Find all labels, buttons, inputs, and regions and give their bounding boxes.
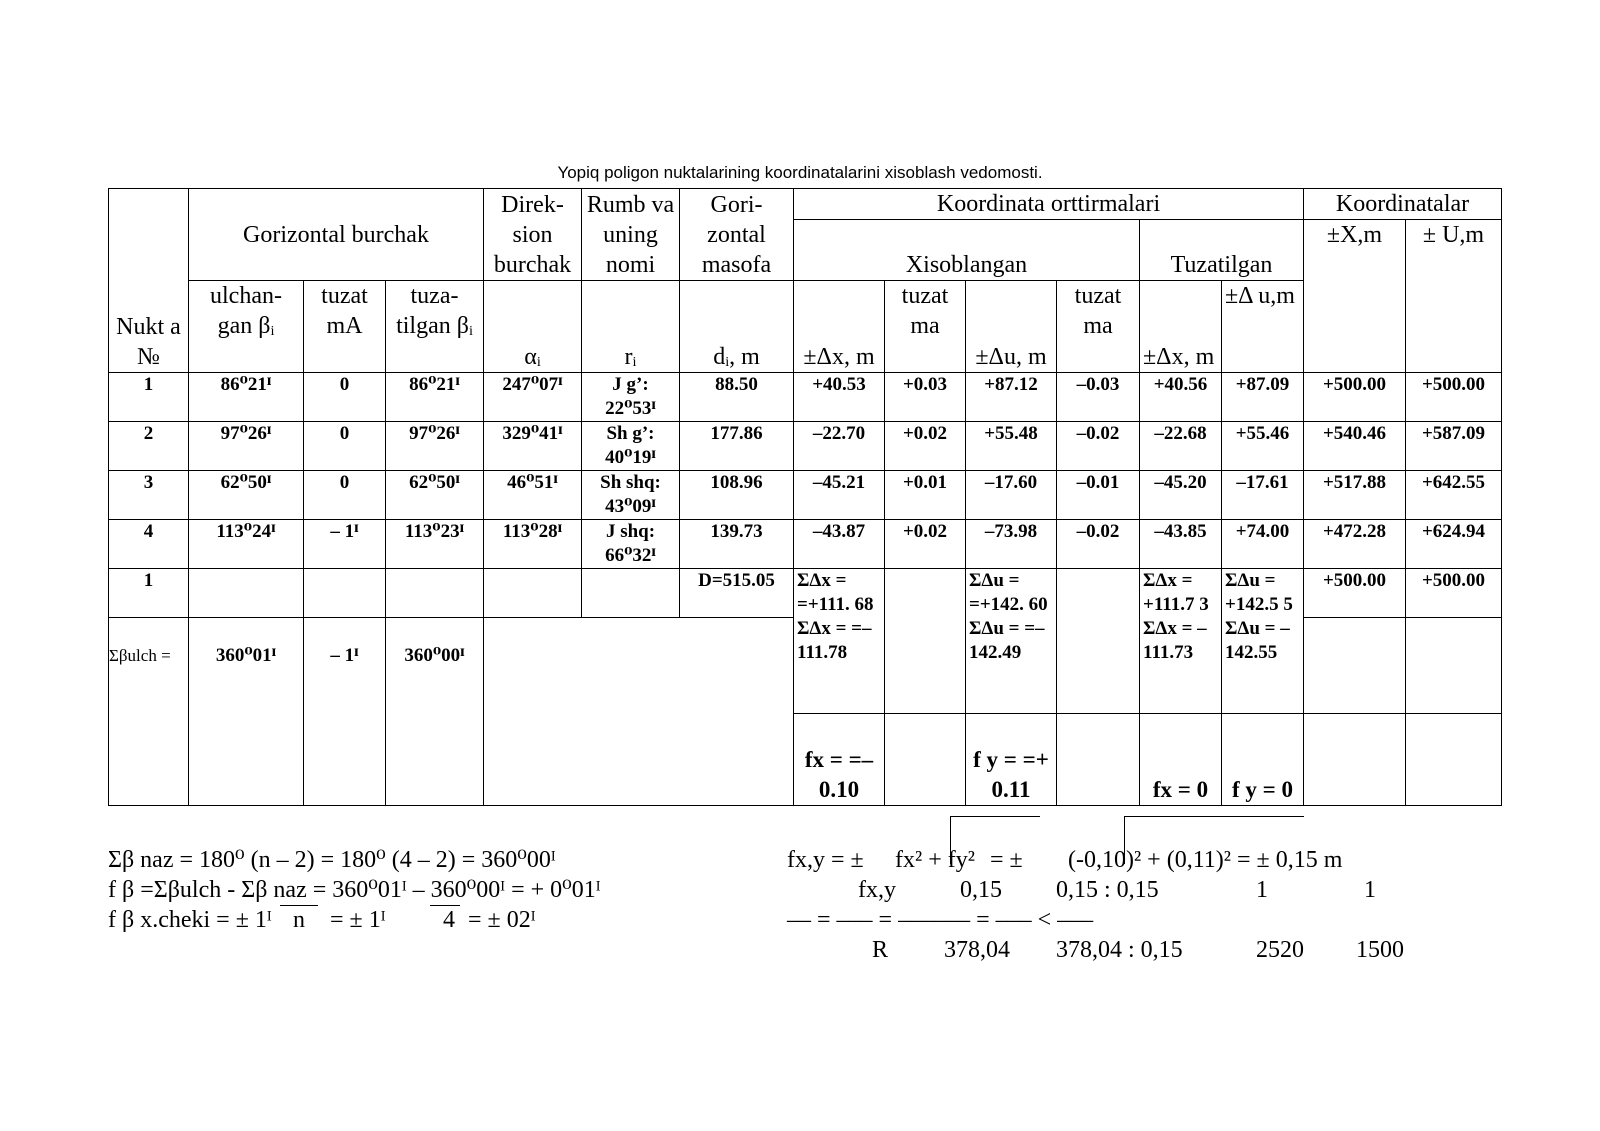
closing-row	[109, 569, 1502, 618]
formula-relative-den-3: 378,04 : 0,15	[1056, 937, 1183, 963]
cell-distance: 139.73	[680, 520, 794, 569]
sum-dx-corrected: ΣΔx = +111.7 3 ΣΔx = – 111.73	[1140, 569, 1222, 714]
cell-u: +500.00	[1406, 569, 1502, 618]
sqrt-bar	[1124, 816, 1304, 817]
cell-distance: 108.96	[680, 471, 794, 520]
table-row	[109, 422, 1502, 471]
header-corrected-incr: Tuzatilgan	[1140, 220, 1304, 281]
cell-dy: –73.98	[966, 520, 1057, 569]
header-dy-comp: ±Δu, m	[966, 281, 1057, 373]
cell-beta: 62⁰50ᴵ	[189, 471, 304, 520]
cell-point: 3	[109, 471, 189, 520]
cell-dy: +87.12	[966, 373, 1057, 422]
formula-relative-den-5: 1500	[1356, 937, 1404, 963]
document-title: Yopiq poligon nuktalarining koordinatalarini xisoblash vedomosti.	[557, 163, 1043, 182]
cell-dy: –17.60	[966, 471, 1057, 520]
header-distance: Gori- zontal masofa	[680, 189, 794, 281]
cell-cx: +0.03	[885, 373, 966, 422]
misclosure-fx-corrected: fx = 0	[1140, 714, 1222, 806]
formula-relative-den-1: R	[872, 937, 889, 963]
sqrt-stroke	[950, 816, 951, 864]
cell-ma: 0	[304, 471, 386, 520]
cell-dy: +55.48	[966, 422, 1057, 471]
cell-cx: +0.02	[885, 520, 966, 569]
formula-sum-theoretical: Σβ naz = 180⁰ (n – 2) = 180⁰ (4 – 2) = 360⁰00ᴵ	[108, 847, 556, 873]
cell-point: 2	[109, 422, 189, 471]
cell-rumb: Sh shq: 43⁰09ᴵ	[582, 471, 680, 520]
cell-cx: +0.02	[885, 422, 966, 471]
cell-beta-corrected: 97⁰26ᴵ	[386, 422, 484, 471]
formula-linear-eq: = ±	[990, 847, 1023, 873]
header-dy-corr: ±Δ u,m	[1222, 281, 1304, 373]
header-tuzat-1: tuzat ma	[885, 281, 966, 373]
header-correction: tuzat mA	[304, 281, 386, 373]
header-computed: Xisoblangan	[794, 220, 1140, 281]
formula-relative-den-4: 2520	[1256, 937, 1304, 963]
formula-allowed-label: f β x.cheki = ± 1ᴵ	[108, 907, 272, 933]
header-direction: Direk- sion burchak	[484, 189, 582, 281]
header-increments: Koordinata orttirmalari	[794, 189, 1304, 220]
cell-point: 1	[109, 373, 189, 422]
cell-dx-corrected: +40.56	[1140, 373, 1222, 422]
header-dx-corr: ±Δx, m	[1140, 281, 1222, 373]
formula-linear-label: fx,y = ±	[787, 847, 864, 873]
cell-distance: 88.50	[680, 373, 794, 422]
table-row	[109, 471, 1502, 520]
sqrt-bar	[950, 816, 1040, 817]
sum-beta-corrected: 360⁰00ᴵ	[386, 618, 484, 806]
header-tuzat-2: tuzat ma	[1057, 281, 1140, 373]
cell-alpha: 329⁰41ᴵ	[484, 422, 582, 471]
cell-dx: –45.21	[794, 471, 885, 520]
header-corrected: tuza- tilgan βᵢ	[386, 281, 484, 373]
formula-allowed-4: 4	[443, 907, 455, 933]
misclosure-fx-computed: fx = =– 0.10	[794, 714, 885, 806]
cell-x: +472.28	[1304, 520, 1406, 569]
cell-alpha: 113⁰28ᴵ	[484, 520, 582, 569]
formula-allowed-mid: = ± 1ᴵ	[330, 907, 386, 933]
cell-distance: 177.86	[680, 422, 794, 471]
cell-ma: 0	[304, 373, 386, 422]
cell-ma: – 1ᴵ	[304, 520, 386, 569]
sum-beta: 360⁰01ᴵ	[189, 618, 304, 806]
cell-x: +540.46	[1304, 422, 1406, 471]
cell-u: +587.09	[1406, 422, 1502, 471]
header-coordinates: Koordinatalar	[1304, 189, 1502, 220]
header-u: ± U,m	[1406, 220, 1502, 373]
misclosure-fy-corrected: f y = 0	[1222, 714, 1304, 806]
cell-point: 4	[109, 520, 189, 569]
misclosure-fy-computed: f y = =+ 0.11	[966, 714, 1057, 806]
cell-dy-corrected: –17.61	[1222, 471, 1304, 520]
cell-cy: –0.03	[1057, 373, 1140, 422]
cell-dx-corrected: –22.68	[1140, 422, 1222, 471]
cell-beta-corrected: 113⁰23ᴵ	[386, 520, 484, 569]
cell-x: +517.88	[1304, 471, 1406, 520]
cell-cx: +0.01	[885, 471, 966, 520]
cell-dy-corrected: +74.00	[1222, 520, 1304, 569]
sqrt-stroke	[1124, 816, 1125, 864]
cell-dx: +40.53	[794, 373, 885, 422]
cell-beta: 113⁰24ᴵ	[189, 520, 304, 569]
formula-relative-num-2: 0,15	[960, 877, 1002, 903]
coordinates-table	[108, 188, 1502, 806]
cell-alpha: 247⁰07ᴵ	[484, 373, 582, 422]
sum-beta-label: Σβulch =	[109, 618, 189, 806]
cell-dx: –43.87	[794, 520, 885, 569]
formula-linear-sqrt: fx² + fy²	[895, 847, 975, 873]
formula-angular-misclosure: f β =Σβulch - Σβ naz = 360⁰01ᴵ – 360⁰00ᴵ = + 0⁰01ᴵ	[108, 877, 601, 903]
formula-relative-num-1: fx,y	[858, 877, 896, 903]
formula-allowed-result: = ± 02ᴵ	[468, 907, 536, 933]
formula-relative-num-4: 1	[1256, 877, 1268, 903]
header-alpha: αᵢ	[484, 281, 582, 373]
formula-linear-result: (-0,10)² + (0,11)² = ± 0,15 m	[1068, 847, 1343, 873]
cell-dx: –22.70	[794, 422, 885, 471]
cell-dy-corrected: +55.46	[1222, 422, 1304, 471]
sum-ma: – 1ᴵ	[304, 618, 386, 806]
cell-beta-corrected: 86⁰21ᴵ	[386, 373, 484, 422]
cell-alpha: 46⁰51ᴵ	[484, 471, 582, 520]
formula-relative-bars: –– = ––– = –––––– = ––– < –––	[787, 907, 1094, 933]
header-r: rᵢ	[582, 281, 680, 373]
cell-beta-corrected: 62⁰50ᴵ	[386, 471, 484, 520]
formula-relative-num-5: 1	[1364, 877, 1376, 903]
formula-allowed-n: n	[293, 907, 305, 933]
sqrt-bar	[280, 905, 318, 906]
cell-u: +624.94	[1406, 520, 1502, 569]
cell-cy: –0.01	[1057, 471, 1140, 520]
cell-u: +500.00	[1406, 373, 1502, 422]
header-horizontal-angle: Gorizontal burchak	[189, 189, 484, 281]
formula-relative-num-3: 0,15 : 0,15	[1056, 877, 1159, 903]
header-rumb: Rumb va uning nomi	[582, 189, 680, 281]
cell-x: +500.00	[1304, 569, 1406, 618]
cell-dx-corrected: –45.20	[1140, 471, 1222, 520]
cell-beta: 86⁰21ᴵ	[189, 373, 304, 422]
table-row	[109, 373, 1502, 422]
sum-dy-computed: ΣΔu = =+142. 60 ΣΔu = =– 142.49	[966, 569, 1057, 714]
header-d: dᵢ, m	[680, 281, 794, 373]
sum-dx-computed: ΣΔx = =+111. 68 ΣΔx = =– 111.78	[794, 569, 885, 714]
cell-rumb: J g’: 22⁰53ᴵ	[582, 373, 680, 422]
cell-rumb: Sh g’: 40⁰19ᴵ	[582, 422, 680, 471]
cell-u: +642.55	[1406, 471, 1502, 520]
formula-relative-den-2: 378,04	[944, 937, 1010, 963]
cell-beta: 97⁰26ᴵ	[189, 422, 304, 471]
sum-dy-corrected: ΣΔu = +142.5 5 ΣΔu = – 142.55	[1222, 569, 1304, 714]
header-x: ±X,m	[1304, 220, 1406, 373]
header-dx-comp: ±Δx, m	[794, 281, 885, 373]
sqrt-bar	[430, 905, 460, 906]
cell-cy: –0.02	[1057, 520, 1140, 569]
cell-ma: 0	[304, 422, 386, 471]
cell-total-distance: D=515.05	[680, 569, 794, 618]
cell-rumb: J shq: 66⁰32ᴵ	[582, 520, 680, 569]
cell-cy: –0.02	[1057, 422, 1140, 471]
cell-dy-corrected: +87.09	[1222, 373, 1304, 422]
header-measured: ulchan- gan βᵢ	[189, 281, 304, 373]
cell-point: 1	[109, 569, 189, 618]
table-row	[109, 520, 1502, 569]
cell-x: +500.00	[1304, 373, 1406, 422]
cell-dx-corrected: –43.85	[1140, 520, 1222, 569]
header-point: Nukt a №	[109, 189, 189, 373]
